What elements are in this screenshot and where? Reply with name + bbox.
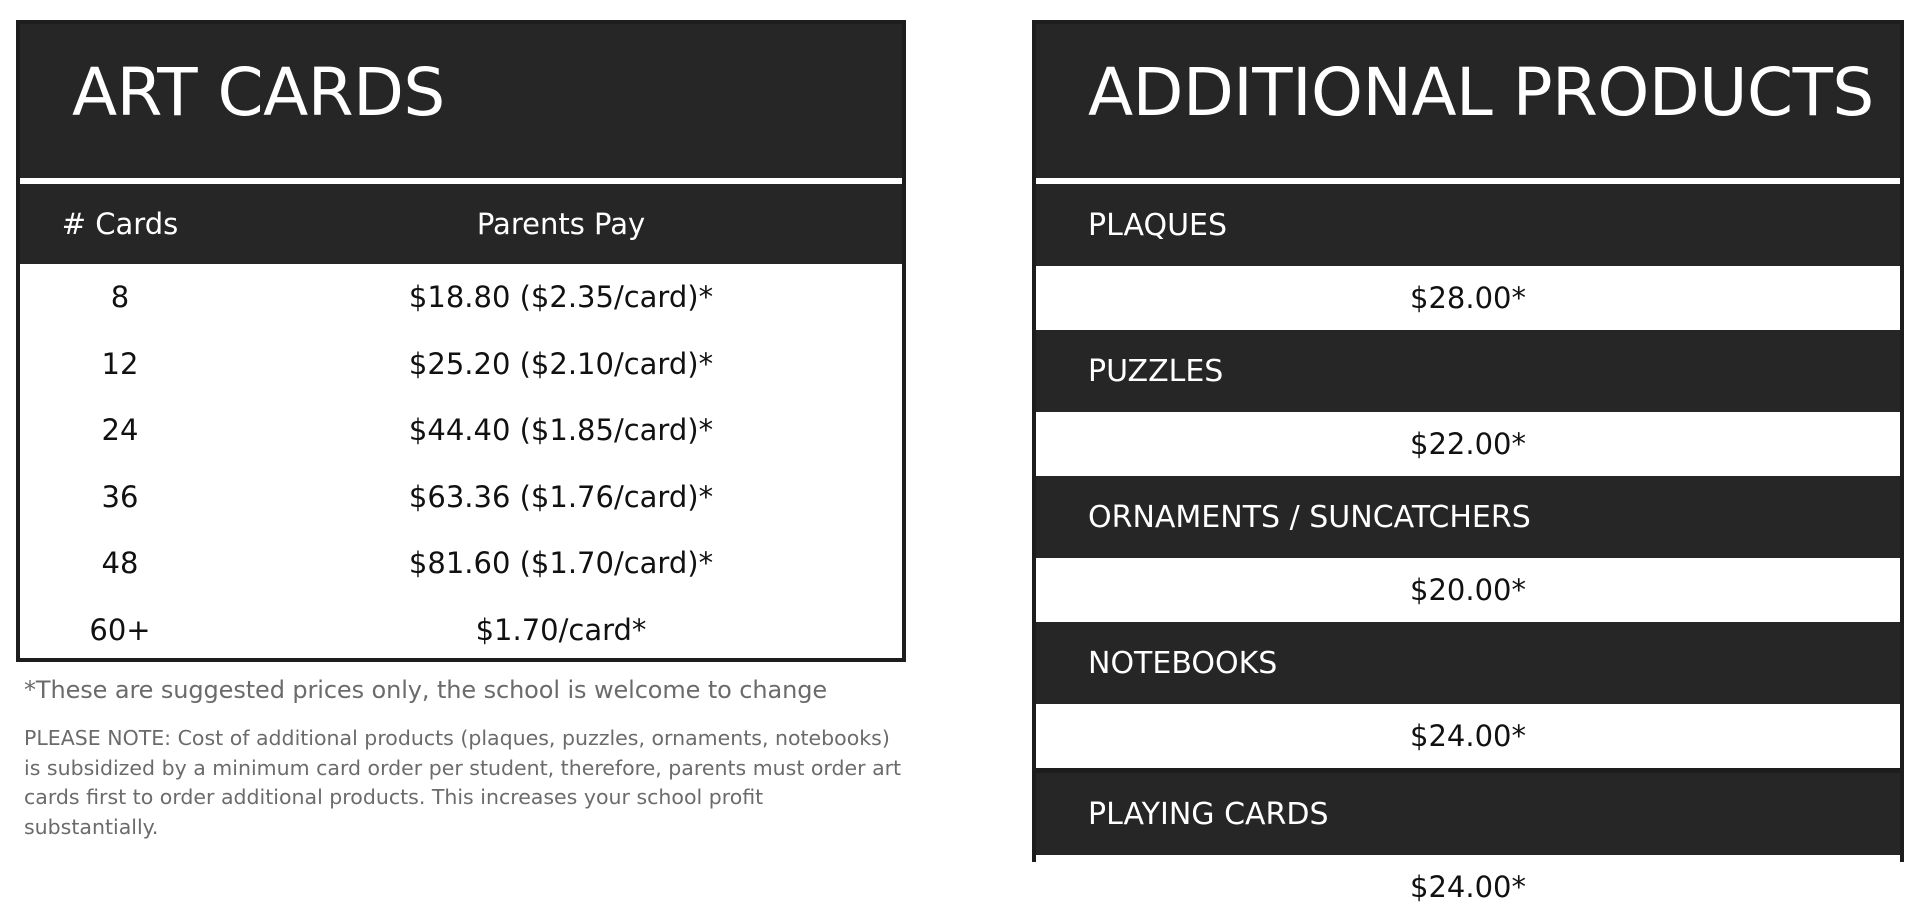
art-cards-table-body — [20, 264, 902, 663]
table-row — [20, 464, 902, 531]
suggested-prices-note: *These are suggested prices only, the school is welcome to change — [24, 676, 828, 704]
product-price: $24.00* — [1036, 855, 1900, 919]
product-name: PUZZLES — [1036, 330, 1900, 412]
cell-cards: 36 — [101, 479, 139, 514]
art-cards-panel — [16, 20, 906, 662]
product-price: $24.00* — [1036, 704, 1900, 768]
art-cards-title-band — [20, 24, 902, 178]
table-row — [20, 597, 902, 664]
header-parents-pay: Parents Pay — [476, 207, 646, 241]
cell-cards: 8 — [110, 280, 130, 315]
cell-cards: 24 — [101, 413, 139, 448]
table-row — [20, 397, 902, 464]
product-name: ORNAMENTS / SUNCATCHERS — [1036, 476, 1900, 558]
cell-cards: 48 — [101, 546, 139, 581]
please-note-text: PLEASE NOTE: Cost of additional products (plaques, puzzles, ornaments, notebooks) is subsidized by a minimum card order per student, therefore, parents must order art cards first to order additional products. This increases your school profit substantially. — [24, 726, 902, 839]
product-name: PLAQUES — [1036, 184, 1900, 266]
table-row — [20, 331, 902, 398]
additional-products-panel — [1032, 20, 1904, 904]
art-cards-header-row — [20, 184, 902, 264]
cell-cards: 12 — [101, 346, 139, 381]
product-price: $20.00* — [1036, 558, 1900, 622]
cell-pay: $63.36 ($1.76/card)* — [408, 479, 714, 514]
product-name: NOTEBOOKS — [1036, 622, 1900, 704]
product-price: $28.00* — [1036, 266, 1900, 330]
product-name: PLAYING CARDS — [1036, 773, 1900, 855]
additional-products-title: ADDITIONAL PRODUCTS — [1088, 54, 1874, 131]
cell-pay: $44.40 ($1.85/card)* — [408, 413, 714, 448]
cell-pay: $25.20 ($2.10/card)* — [408, 346, 714, 381]
cell-pay: $18.80 ($2.35/card)* — [408, 280, 714, 315]
table-row — [20, 530, 902, 597]
header-cards: # Cards — [61, 207, 179, 241]
art-cards-title: ART CARDS — [72, 54, 445, 131]
product-price: $22.00* — [1036, 412, 1900, 476]
notes-section — [24, 676, 924, 842]
table-row — [20, 264, 902, 331]
cell-pay: $81.60 ($1.70/card)* — [408, 546, 714, 581]
additional-products-title-band — [1036, 24, 1900, 178]
cell-cards: 60+ — [89, 612, 151, 647]
cell-pay: $1.70/card* — [475, 612, 647, 647]
